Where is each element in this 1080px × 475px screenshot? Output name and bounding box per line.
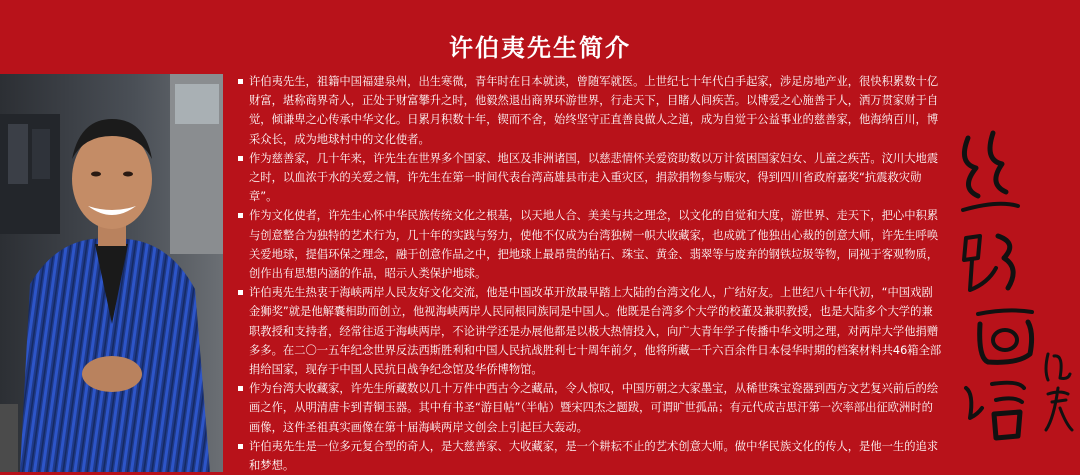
portrait-photo	[0, 74, 223, 472]
bio-item: 许伯夷先生是一位多元复合型的奇人，是大慈善家、大收藏家，是一个耕耘不止的艺术创意大师。做中华民族文化的传人，是他一生的追求和梦想。	[237, 437, 942, 475]
calligraphy-artwork	[948, 118, 1076, 468]
bio-item: 许伯夷先生热衷于海峡两岸人民友好文化交流，他是中国改革开放最早踏上大陆的台湾文化人，广结好友。上世纪八十年代初，“中国戏剧金狮奖”就是他解囊相助而创立，他视海峡两岸人民同根同族同是中国人。他既是台湾多个大学的校董及兼职教授，也是大陆多个大学的兼职教授和支持者，经常往返于海峡两岸，不论讲学还是办展他都是以极大热情投入，向广大青年学子传播中华文明之理，对两岸大学他捐赠多多。在二〇一五年纪念世界反法西斯胜利和中国人民抗战胜利七十周年前夕，他将所藏一千六百余件日本侵华时期的档案材料共46箱全部捐给国家，现存于中国人民抗日战争纪念馆及华侨博物馆。	[237, 283, 942, 379]
bio-list	[237, 72, 942, 475]
page-title: 许伯夷先生简介	[449, 34, 631, 62]
bio-item: 作为文化使者，许先生心怀中华民族传统文化之根基，以天地人合、美美与共之理念，以文化的自觉和大度，游世界、走天下，把心中积累与创意整合为独特的艺术行为，几十年的实践与努力，使他不仅成为台湾独树一帜大收藏家，也成就了他独出心裁的创意大师，许先生呼唤关爱地球，提倡环保之理念，融于创意作品之中，把地球上最昂贵的钻石、珠宝、黄金、翡翠等与废弃的钢铁垃圾等物，同视于客观物质，创作出有思想内涵的作品，昭示人类保护地球。	[237, 206, 942, 283]
bio-item: 作为台湾大收藏家，许先生所藏数以几十万件中西古今之藏品，令人惊叹，中国历朝之大家墨宝，从稀世珠宝瓷器到西方文艺复兴前后的绘画之作，从明清唐卡到青铜玉器。其中有书圣“游目帖”（半帖）暨宋四杰之题跋，可谓旷世孤品；有元代成吉思汗第一次率部出征欧洲时的画像，这件圣祖真实画像在第十届海峡两岸文创会上引起巨大轰动。	[237, 379, 942, 437]
bio-item: 作为慈善家，几十年来，许先生在世界多个国家、地区及非洲诸国，以慈悲情怀关爱资助数以万计贫困国家妇女、儿童之疾苦。汶川大地震之时，以血浓于水的关爱之情，许先生在第一时间代表台湾高雄县市走入重灾区，捐款捐物参与赈灾，得到四川省政府嘉奖“抗震救灾勋章”。	[237, 149, 942, 207]
bio-item: 许伯夷先生，祖籍中国福建泉州，出生寒微，青年时在日本就读，曾随军就医。上世纪七十年代白手起家，涉足房地产业，很快积累数十亿财富，堪称商界奇人，正处于财富攀升之时，他毅然退出商界环游世界，行走天下，目睹人间疾苦。以博爱之心施善于人，洒万贯家财于自觉，倾谦卑之心传承中华文化。日累月积数十年，锲而不舍，始终坚守正直善良做人之道，成为自觉于公益事业的慈善家，他海纳百川，博采众长，成为地球村中的文化使者。	[237, 72, 942, 149]
